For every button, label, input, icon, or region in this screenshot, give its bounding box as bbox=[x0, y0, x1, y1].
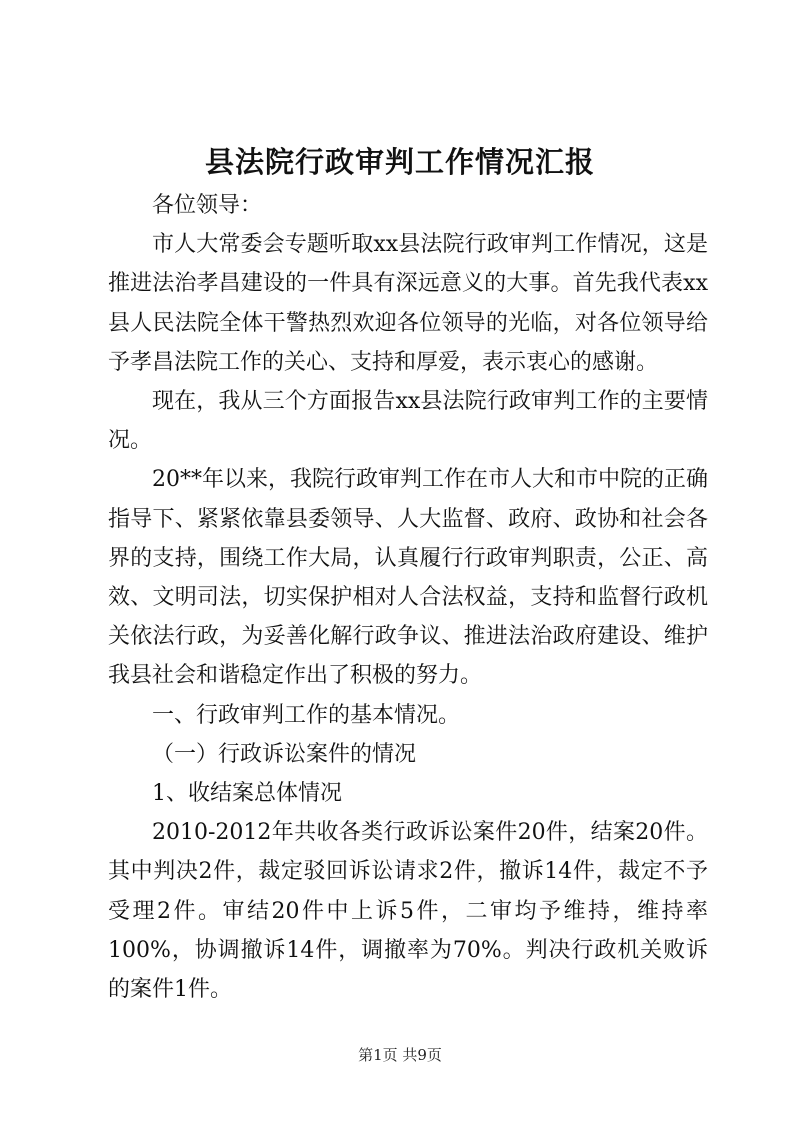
subsection-item-1: 1、收结案总体情况 bbox=[152, 781, 342, 807]
page-footer: 第1页 共9页 bbox=[358, 1046, 442, 1064]
paragraph-summary: 20**年以来，我院行政审判工作在市人大和市中院的正确指导下、紧紧依靠县委领导、人大监督、政府、政协和社会各界的支持，围绕工作大局，认真履行行政审判职责，公正、高效、文明司法，切实保护相对人合法权益，支持和监督行政机关依法行政，为妥善化解行政争议、推进法治政府建设、维护我县社会和谐稳定作出了积极的努力。 bbox=[108, 467, 708, 689]
subsection-heading-1: （一）行政诉讼案件的情况 bbox=[152, 741, 417, 767]
document-title: 县法院行政审判工作情况汇报 bbox=[204, 145, 595, 179]
document-body bbox=[108, 186, 708, 1009]
paragraph-overview: 现在，我从三个方面报告xx县法院行政审判工作的主要情况。 bbox=[108, 389, 708, 454]
paragraph-salutation: 各位领导： bbox=[152, 193, 263, 218]
paragraph-statistics: 2010-2012年共收各类行政诉讼案件20件，结案20件。其中判决2件，裁定驳回诉讼请求2件，撤诉14件，裁定不予受理2件。审结20件中上诉5件，二审均予维持，维持率100%，协调撤诉14件，调撤率为70%。判决行政机关败诉的案件1件。 bbox=[108, 820, 708, 1003]
paragraph-intro: 市人大常委会专题听取xx县法院行政审判工作情况，这是推进法治孝昌建设的一件具有深远意义的大事。首先我代表xx县人民法院全体干警热烈欢迎各位领导的光临，对各位领导给予孝昌法院工作的关心、支持和厚爱，表示衷心的感谢。 bbox=[108, 232, 708, 375]
section-heading-1: 一、行政审判工作的基本情况。 bbox=[152, 702, 461, 728]
